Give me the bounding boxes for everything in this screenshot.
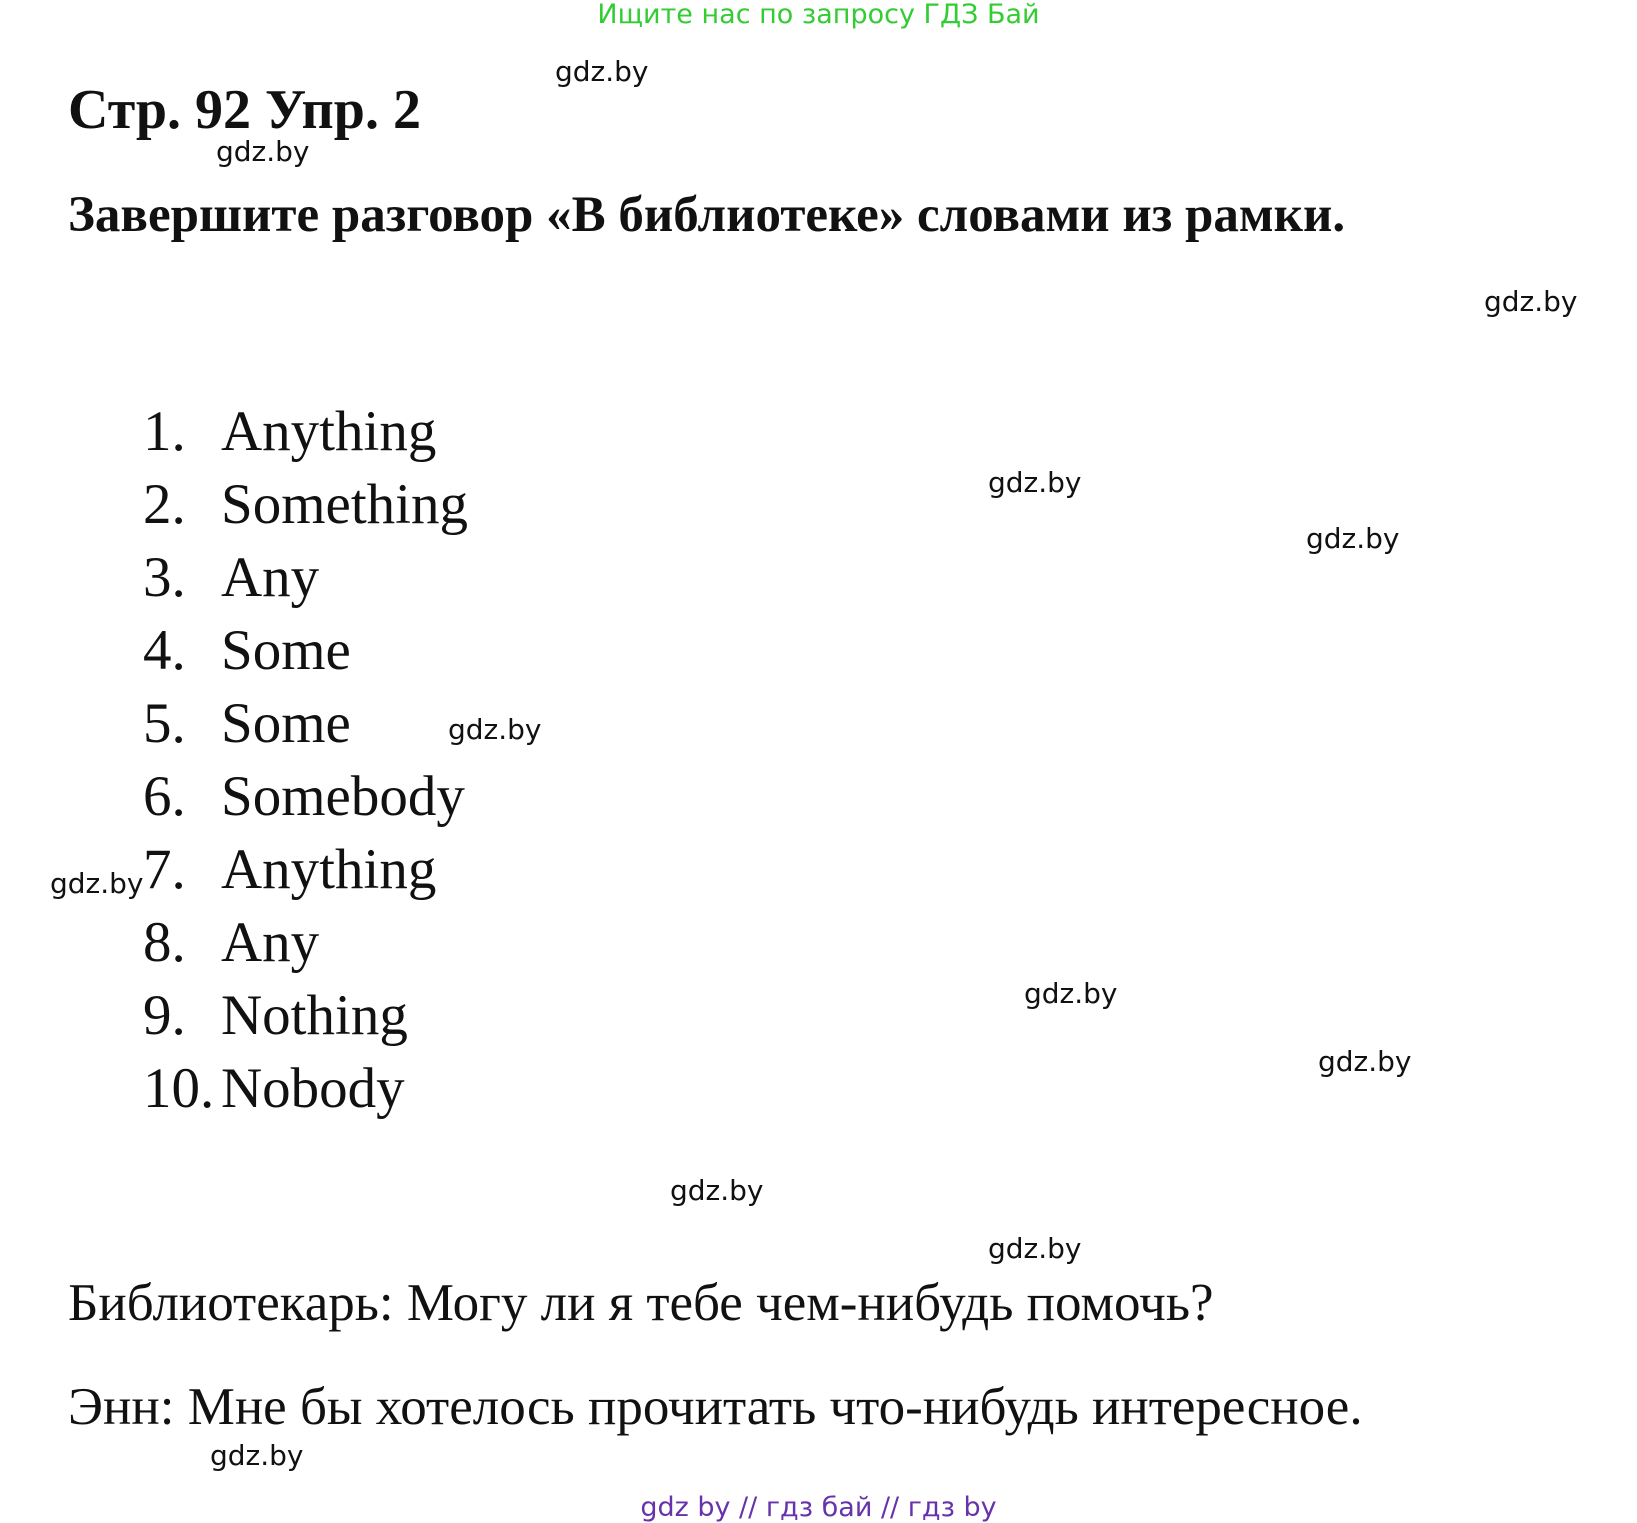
- answer-word: Some: [221, 619, 351, 682]
- answer-item-8: [143, 906, 468, 979]
- answer-item-7: [143, 833, 468, 906]
- watermark: gdz.by: [988, 1232, 1082, 1265]
- answer-number: 8.: [143, 911, 186, 974]
- watermark: gdz.by: [1318, 1045, 1412, 1078]
- answer-number: 7.: [143, 838, 186, 901]
- answer-number: 9.: [143, 984, 186, 1047]
- dialogue-librarian: Библиотекарь: Могу ли я тебе чем-нибудь помочь?: [68, 1274, 1214, 1332]
- answer-word: Any: [221, 546, 320, 609]
- page-title: Стр. 92 Упр. 2: [68, 79, 421, 141]
- watermark: gdz.by: [1484, 285, 1578, 318]
- answer-item-1: [143, 395, 468, 468]
- answer-number: 6.: [143, 765, 186, 828]
- answer-number: 10.: [143, 1057, 215, 1120]
- answer-word: Somebody: [221, 765, 465, 828]
- answer-word: Anything: [221, 400, 437, 463]
- watermark: gdz.by: [1306, 522, 1400, 555]
- answer-list: [143, 395, 468, 1125]
- answer-number: 4.: [143, 619, 186, 682]
- answer-item-9: [143, 979, 468, 1052]
- answer-word: Some: [221, 692, 351, 755]
- answer-word: Nobody: [221, 1057, 405, 1120]
- watermark: gdz.by: [988, 466, 1082, 499]
- watermark: gdz.by: [210, 1439, 304, 1472]
- answer-item-3: [143, 541, 468, 614]
- answer-word: Something: [221, 473, 469, 536]
- answer-number: 1.: [143, 400, 186, 463]
- answer-number: 3.: [143, 546, 186, 609]
- watermark: gdz.by: [670, 1174, 764, 1207]
- answer-item-10: [143, 1052, 468, 1125]
- answer-item-4: [143, 614, 468, 687]
- answer-item-2: [143, 468, 468, 541]
- task-instruction: Завершите разговор «В библиотеке» словами из рамки.: [68, 187, 1346, 243]
- answer-number: 2.: [143, 473, 186, 536]
- answer-number: 5.: [143, 692, 186, 755]
- answer-item-5: [143, 687, 468, 760]
- watermark: gdz.by: [555, 55, 649, 88]
- answer-word: Nothing: [221, 984, 408, 1047]
- answer-word: Any: [221, 911, 320, 974]
- dialogue-ann: Энн: Мне бы хотелось прочитать что-нибудь интересное.: [68, 1378, 1363, 1436]
- promo-banner: Ищите нас по запросу ГДЗ Бай: [597, 0, 1040, 30]
- footer-watermark: gdz by // гдз бай // гдз by: [640, 1492, 997, 1523]
- watermark: gdz.by: [50, 867, 144, 900]
- answer-item-6: [143, 760, 468, 833]
- watermark: gdz.by: [448, 713, 542, 746]
- watermark: gdz.by: [216, 135, 310, 168]
- answer-word: Anything: [221, 838, 437, 901]
- watermark: gdz.by: [1024, 977, 1118, 1010]
